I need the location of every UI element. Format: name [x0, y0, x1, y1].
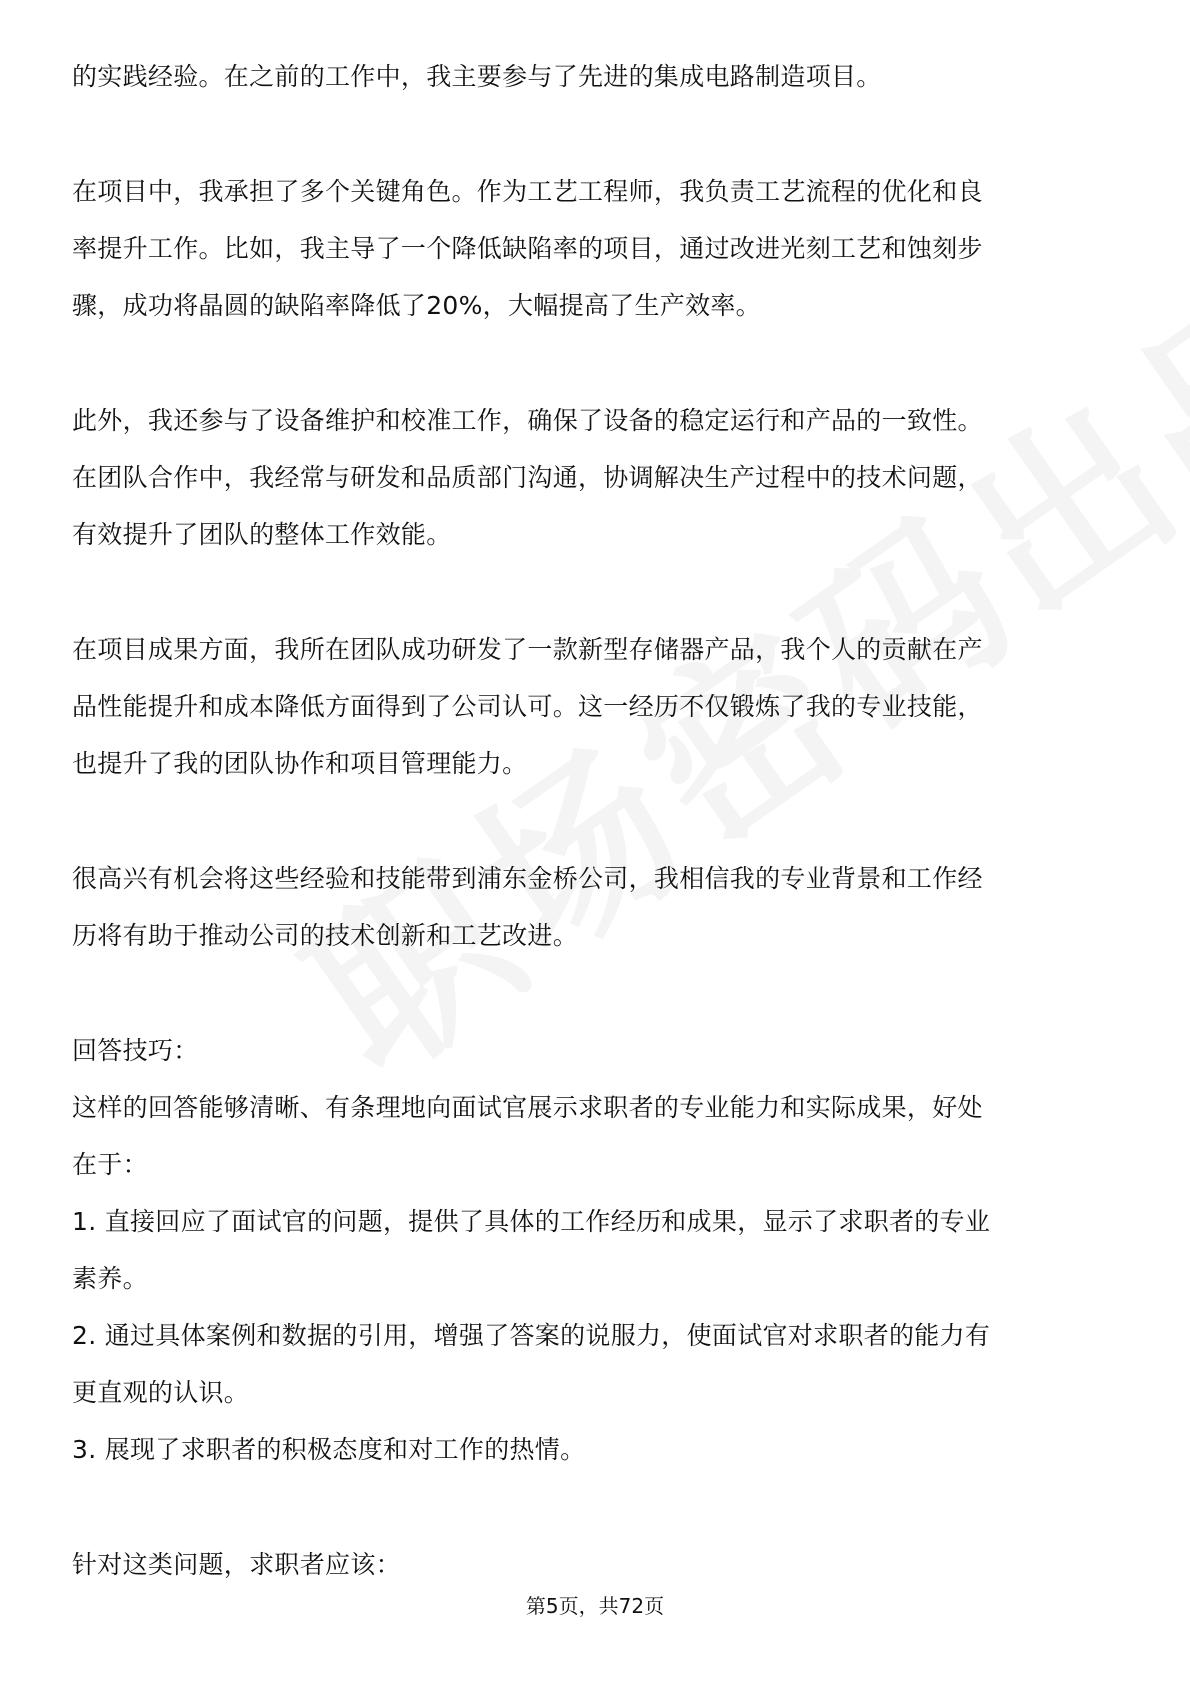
list-item-continuation: 更直观的认识。: [72, 1378, 250, 1407]
body-line: 历将有助于推动公司的技术创新和工艺改进。: [72, 921, 579, 950]
list-item-continuation: 素养。: [72, 1264, 148, 1293]
body-line: 针对这类问题，求职者应该：: [72, 1550, 401, 1579]
list-item: 1. 直接回应了面试官的问题，提供了具体的工作经历和成果，显示了求职者的专业: [72, 1207, 991, 1236]
body-line: 在团队合作中，我经常与研发和品质部门沟通，协调解决生产过程中的技术问题，: [72, 463, 983, 492]
list-item: 2. 通过具体案例和数据的引用，增强了答案的说服力，使面试官对求职者的能力有: [72, 1321, 991, 1350]
body-line: 这样的回答能够清晰、有条理地向面试官展示求职者的专业能力和实际成果，好处: [72, 1093, 983, 1122]
body-line: 也提升了我的团队协作和项目管理能力。: [72, 749, 528, 778]
section-heading: 回答技巧：: [72, 1036, 199, 1065]
body-line: 有效提升了团队的整体工作效能。: [72, 520, 452, 549]
page-number: 第5页，共72页: [525, 1594, 665, 1618]
body-line: 的实践经验。在之前的工作中，我主要参与了先进的集成电路制造项目。: [72, 62, 882, 91]
list-item: 3. 展现了求职者的积极态度和对工作的热情。: [72, 1435, 586, 1464]
body-line: 很高兴有机会将这些经验和技能带到浦东金桥公司，我相信我的专业背景和工作经: [72, 864, 983, 893]
body-line: 在于：: [72, 1150, 148, 1179]
body-line: 率提升工作。比如，我主导了一个降低缺陷率的项目，通过改进光刻工艺和蚀刻步: [72, 234, 983, 263]
body-line: 在项目中，我承担了多个关键角色。作为工艺工程师，我负责工艺流程的优化和良: [72, 177, 983, 206]
body-line: 此外，我还参与了设备维护和校准工作，确保了设备的稳定运行和产品的一致性。: [72, 406, 983, 435]
document-body: [72, 48, 1122, 1593]
body-line: 在项目成果方面，我所在团队成功研发了一款新型存储器产品，我个人的贡献在产: [72, 635, 983, 664]
body-line: 品性能提升和成本降低方面得到了公司认可。这一经历不仅锻炼了我的专业技能，: [72, 692, 983, 721]
body-line: 骤，成功将晶圆的缺陷率降低了20%，大幅提高了生产效率。: [72, 291, 761, 320]
